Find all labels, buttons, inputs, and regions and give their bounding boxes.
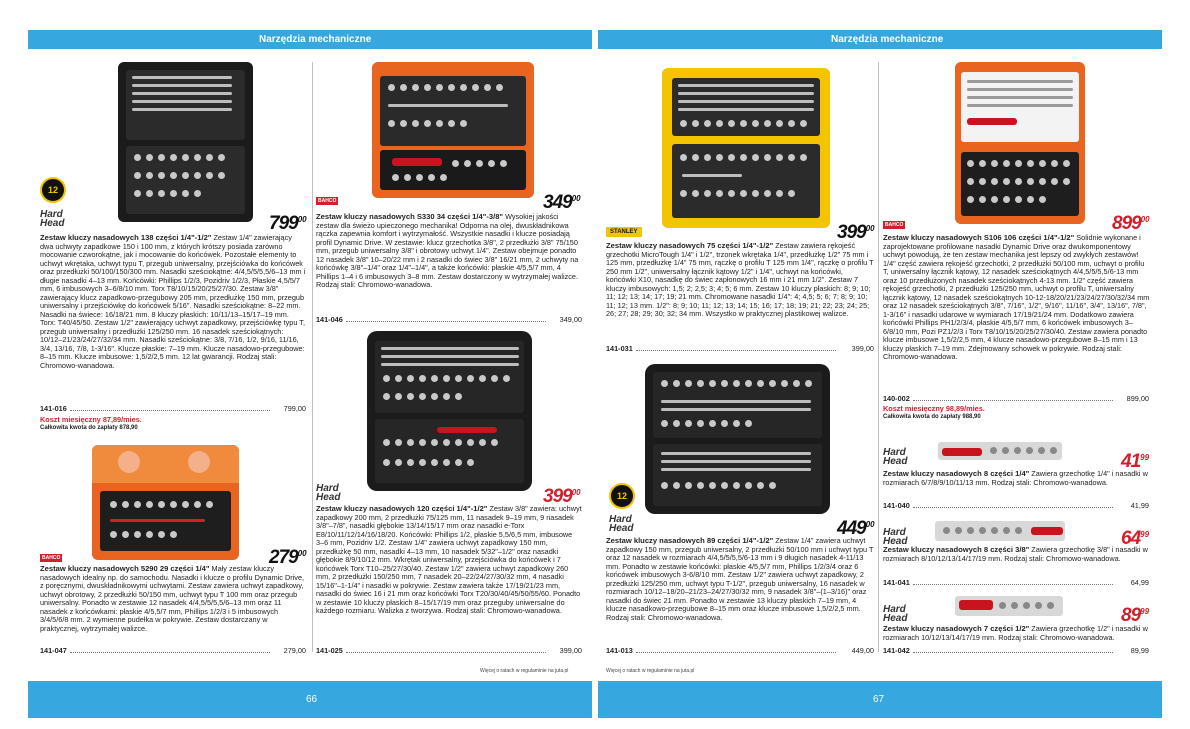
title-p7: Zestaw kluczy nasadowych S106 106 części 1/4"-1/2"	[883, 234, 1075, 242]
dots	[346, 646, 546, 653]
description-p2: Zestaw kluczy nasadowych 5290 29 części 1/4" Mały zestaw kluczy nasadowych idealny np. do samochodu. Nasadki i klucze o profilu Dynamic Drive, z poręcznymi, dwuskładnikowymi uchwytami. Zestaw zawiera uchwyt zapadkowy, uchwyt obrotowy, 2 przedłużki 50/150 mm, uchwyt typu T 100 mm oraz przegub uniwersalny. Ponadto w zestawie 12 nasadek 4/4,5/5/5,5/6–13 mm oraz 11 nasadek z końcówkami: płaskie 4/5,5/7 mm, Phillips 1/2/3 i 5 imbusowych 3/4/5/6/8 mm. 2 wymienne pudełka w pokrywie. Zestaw dostarczany w praktycznej, wytrzymałej walizce.	[40, 565, 305, 633]
price-p2: $279^{00}$	[269, 547, 307, 568]
code-p5: 141-031	[606, 344, 633, 353]
price-p3: $349^{00}$	[543, 192, 581, 213]
dots	[913, 501, 1113, 508]
title-p1: Zestaw kluczy nasadowych 138 części 1/4"-1/2"	[40, 234, 212, 242]
monthly-cost-p1: Koszt miesięczny 87,89/mies.	[40, 415, 142, 424]
code-p9: 141-041	[883, 578, 910, 587]
title-p4: Zestaw kluczy nasadowych 120 części 1/4"-1/2"	[316, 505, 488, 513]
product-image-8-threeeighths	[935, 517, 1065, 549]
footer-bar-right	[598, 681, 1162, 718]
product-image-89	[645, 364, 830, 514]
total-cost-p7: Całkowita kwota do zapłaty 988,90	[883, 414, 981, 420]
code-p10: 141-042	[883, 646, 910, 655]
code-price-p2: 279,00	[283, 646, 306, 655]
warranty-12-badge: 12	[40, 177, 66, 203]
dots	[913, 646, 1113, 653]
code-p1: 141-016	[40, 404, 67, 413]
hard-head-logo: Hard Head	[883, 447, 908, 467]
product-image-s106	[955, 62, 1085, 224]
header-bar-left	[28, 30, 592, 49]
code-p6: 141-013	[606, 646, 633, 655]
divider	[312, 62, 313, 652]
code-p8: 141-040	[883, 501, 910, 510]
price-p7: $899^{00}$	[1112, 213, 1150, 234]
header-title-right: Narzędzia mechaniczne	[831, 34, 944, 45]
code-price-p4: 399,00	[559, 646, 582, 655]
title-p6: Zestaw kluczy nasadowych 89 części 1/4"-1/2"	[606, 537, 774, 545]
code-p4: 141-025	[316, 646, 343, 655]
title-p5: Zestaw kluczy nasadowych 75 części 1/4"-1/2"	[606, 242, 774, 250]
price-p6: $449^{00}$	[837, 518, 875, 539]
price-p9: $64^{99}$	[1121, 528, 1150, 549]
description-p9: Zestaw kluczy nasadowych 8 części 3/8" Zawiera grzechotkę 3/8" i nasadki w rozmiarach 8/10/12/13/14/17/19 mm. Rodzaj stali: Chromowo-wanadowa.	[883, 546, 1148, 563]
product-image-8-quarter	[938, 438, 1062, 468]
code-price-p5: 399,00	[851, 344, 874, 353]
hard-head-logo: Hard Head	[316, 483, 341, 503]
product-image-29	[92, 445, 239, 560]
price-p10: $89^{99}$	[1121, 605, 1150, 626]
divider	[878, 62, 879, 652]
footer-bar-left	[28, 681, 592, 718]
description-p8: Zestaw kluczy nasadowych 8 części 1/4" Zawiera grzechotkę 1/4" i nasadki w rozmiarach 6/7/8/9/10/11/13 mm. Rodzaj stali: Chromowo-wanadowa.	[883, 470, 1148, 487]
code-price-p1: 799,00	[283, 404, 306, 413]
hard-head-logo: Hard Head	[883, 527, 908, 547]
hard-head-logo: Hard Head	[609, 514, 634, 534]
header-title-left: Narzędzia mechaniczne	[259, 34, 372, 45]
note-left: Więcej o ratach w regulaminie na juta.pl	[480, 668, 569, 674]
hard-head-logo: Hard Head	[40, 209, 65, 229]
product-image-75	[662, 68, 830, 228]
price-p1: $799^{00}$	[269, 213, 307, 234]
dots	[70, 404, 270, 411]
code-price-p9: 64,99	[1130, 578, 1149, 587]
description-p5: Zestaw kluczy nasadowych 75 części 1/4"-1/2" Zestaw zawiera rękojeść grzechotki MicroTough 1/4" i 1/2", trzonek wkrętaka 1/4", przedłużkę 1/2" 75 mm i 125 mm, przedłużkę 1/4" 75 mm, rączkę o profilu T 125 mm 1/4", rączkę o profilu T 250 mm 1/2", uniwersalny łącznik kątowy 1/2" i 1/4", uchwyt na końcówki, końcówki X10, nasadkę do świec zapłonowych 16 mm i 21 mm 1/2". Zestaw 7 kluczy imbusowych: 1,5; 2; 2,5; 3; 4; 5; 6 mm. Zestaw 10 kluczy płaskich: 8; 9; 10; 11; 12; 13; 14; 17; 19; 21 mm. Chromowane nasadki 1/4": 4; 4,5; 5; 6; 7; 8; 9; 10; 11; 12; 13 mm. 1/2": 8; 9; 10; 11; 12; 13; 14; 15; 16; 17; 18; 19; 21; 22; 23; 24; 25; 26; 27; 28; 29; 30; 32; 34 mm. Wszystko w praktycznej plastikowej walizce.	[606, 242, 874, 318]
note-right: Więcej o ratach w regulaminie na juta.pl	[606, 668, 695, 674]
product-image-138	[118, 62, 253, 222]
page-number-right: 67	[873, 694, 885, 705]
description-p10: Zestaw kluczy nasadowych 7 części 1/2" Zawiera grzechotkę 1/2" i nasadki w rozmiarach 10/12/13/14/17/19 mm. Rodzaj stali: Chromowo-wanadowa.	[883, 625, 1148, 642]
dots	[346, 315, 546, 322]
description-p6: Zestaw kluczy nasadowych 89 części 1/4"-1/2" Zestaw 1/4" zawiera uchwyt zapadkowy 150 mm, przegub uniwersalny, 2 przedłużki 50/100 mm i uchwyt typu T oraz 12 nasadek w rozmiarach 4/4,5/5/5,5/6-13 mm i 9 długich nasadek 4-11/13 mm. Ponadto w zestawie końcówki: płaskie 4/5,5/7 mm, Phillips 1/2/3/4 oraz 6 końcówek imbusowych 3-6/8/10 mm. Zestaw 1/2" zawiera uchwyt zapadkowy, 2 przedłużki 125/250 mm, uchwyt typu T-1/2", przegub uniwersalny, 16 nasadek w rozmiarach 10/12–18/20–21/23–24/27/30/32 mm, 9 nasadek 3/8"–(1–3/16)" oraz nasadki do świec 21 mm. Ponadto w zestawie 13 kluczy płaskich 7–19 mm, 4 klucze nasadkowo-przegubowe 8–15 mm oraz klucze imbusowe 1,5/2/2,5 mm. Rodzaj stali: Chromowo-wanadowa.	[606, 537, 874, 622]
dots	[636, 344, 836, 351]
price-p4: $399^{00}$	[543, 486, 581, 507]
hard-head-logo: Hard Head	[883, 604, 908, 624]
title-p3: Zestaw kluczy nasadowych S330 34 części 1/4"-3/8"	[316, 213, 504, 221]
description-p7: Zestaw kluczy nasadowych S106 106 części 1/4"-1/2" Solidnie wykonane i zaprojektowane profilowane nasadki Dynamic Drive oraz dwukomponentowy uchwyt powodują, że ten zestaw mechanika jest lepszy od zwykłych zestawów! 1/4" część zawiera rękojeść grzechotki, 2 przedłużki 50/100 mm, uchwyt o profilu T, uniwersalny łącznik kątowy, 12 nasadek sześciokątnych 4/4,5/5/5,5/6-13 mm oraz 10 przedłużonych nasadek sześciokątnych 4-13 mm. 1/2" część zawiera rękojeść grzechotki, 2 przedłużki 125/250 mm, uchwyt o profilu T, uniwersalny łącznik kątowy, 12 nasadek sześciokątnych 10-12-18/20/21/23/24/27/30/32/34 mm oraz 12 nasadek sześciokątnych 3/8", 7/16", 1/2", 9/16", 11/16", 3/4", 13/16", 7/8", 1-3/16" i nasadki udarowe w wymiarach 17/19/21/24 mm. Dodatkowo zawiera końcówki Phillips PH1/2/3/4, płaskie 4/5,5/7 mm, 6 końcówek imbusowych 3–6/8/10 mm, Pozi PZ1/2/3 i Torx T8/10/15/20/25/27/30/40. Zestaw zawiera ponadto klucze imbusowe 1,5/2/2,5 mm, 4 klucze nasadowo-przegubowe 8–15 mm i 13 kluczy płaskich 7–19 mm. Zdejmowany schowek w pokrywie. Rodzaj stali: Chromowo-wanadowa.	[883, 234, 1150, 361]
description-p4: Zestaw kluczy nasadowych 120 części 1/4"-1/2" Zestaw 3/8" zawiera: uchwyt zapadkowy 200 mm, 2 przedłużki 75/125 mm, 11 nasadek 9–19 mm, 9 nasadek 3/8"–7/8", nasadki głębokie 13/14/15/17 mm oraz nasadki e-Torx E8/10/11/12/14/16/18/20. Końcówki: Phillips 1/2, płaskie 5,5/6,5 mm, imbusowe 3–6 mm, Pozidriv 1/2. Zestaw 1/4" zawiera uchwyt zapadkowy 150 mm, przedłużkę 50 mm, nasadki 4–13 mm, 10 nasadek 5/32"–1/2" oraz nasadki głębokie 8/9/10/12 mm. Wkrętak uniwersalny, przejściówka do końcówek i 7 końcówek Torx T10–25/27/30/40. Zestaw 1/2" zawiera uchwyt zapadkowy 260 mm, 2 przedłużki 150/250 mm, 7 nasadek 20–22/24/27/30/32 mm, 4 nasadki 15/16"–1-1/4" i nasadki w pokrywie. Zestaw zawiera także 17/19/21/23 mm, nasadki do świec 16 i 21 mm oraz końcówki Torx T20/30/40/45/50/55/60. Ponadto w zestawie 10 kluczy płaskich 8–15/17/19 mm oraz przeguby uniwersalne do każdego rozmiaru. Walizka z tworzywa. Rodzaj stali: Chromowo-wanadowa.	[316, 505, 582, 615]
code-price-p6: 449,00	[851, 646, 874, 655]
dots	[913, 394, 1113, 401]
monthly-cost-p7: Koszt miesięczny 98,89/mies.	[883, 404, 985, 413]
product-image-7-half	[955, 592, 1063, 624]
warranty-12-badge: 12	[609, 483, 635, 509]
code-price-p7: 899,00	[1126, 394, 1149, 403]
price-p5: $399^{00}$	[837, 222, 875, 243]
dots	[636, 646, 836, 653]
product-image-120	[367, 331, 532, 491]
bahco-logo: BAHCO	[318, 198, 337, 204]
code-p7: 140-002	[883, 394, 910, 403]
total-cost-p1: Całkowita kwota do zapłaty 878,90	[40, 425, 138, 431]
description-p1: Zestaw kluczy nasadowych 138 części 1/4"-1/2" Zestaw 1/4" zawierający dwa uchwyty zapadkowe 150 i 100 mm, z których krótszy posiada zarówno mocowanie czworokątne, jak i mocowanie do końcówek. Pozostałe elementy to uchwyt wkrętaka, uchwyt typu T, przegub uniwersalny, przejściówka do końcówek oraz przedłużki 50/100/150/300 mm. Nasadki sześciokątne: 4/4,5/5/5,5/6–13 mm i długie nasadki 4–13 mm. Końcówki: Phillips 1/2/3, Pozidriv 1/2/3, Płaskie 4,5/5/7 mm, 6 imbusowych 3–6/8/10 mm. Torx T8/10/15/20/25/27/30. Zestaw 3/8" zawierający klucz zapadkowo-przegubowy 205 mm, przedłużkę 150 mm, przegub uniwersalny i przejściówkę do końcówek 5/16". Nasadki sześciokątne: 8–22 mm. Nasadki na świece: 16/18/21 mm. 8 kluczy płaskich: 10/11/13–15/17–19 mm. Torx: T40/45/50. Zestaw 1/2" zawierający uchwyt zapadkowy, przejściówkę typu T, przegub uniwersalny i przedłużki 125/250 mm. 16 nasadek sześciokątnych: 10/12–21/23/24/27/32/34 mm. Nasadki sześciokątne: 3/8, 7/16, 1/2, 9/16, 11/16, 3/4, 13/16, 7/8, 1-3/16". Klucze płaskie: 7–19 mm. Klucze nasadowo-przegubowe: 8–15 mm. Klucze imbusowe: 1,5/2/2,5 mm. 12 lat gwarancji. Rodzaj stali: Chromowo-wanadowa.	[40, 234, 306, 370]
description-p3: Zestaw kluczy nasadowych S330 34 części 1/4"-3/8" Wysokiej jakości zestaw dla świeżo upieczonego mechanika! Odporna na olej, dwuskładnikowa rączka zapewnia komfort i wytrzymałość. Wszystkie nasadki i klucze posiadają profil Dynamic Drive. W zestawie: klucz grzechotka 3/8", 2 przedłużki 3/8" 75/150 mm, przegub uniwersalny 3/8" i obrotowy uchwyt 1/4". Zestaw obejmuje ponadto 12 nasadek 3/8" 10–20/22 mm i 2 nasadki do świec 3/8" 16/21 mm, 2 uchwyty na końcówkę 3/8"–1/4" oraz 1/4"–1/4", a także końcówki: płaskie 4/5,5/7 mm, 4 Phillips 1–4 i 6 imbusowych 3–8 mm. Zestaw dostarczony w wytrzymałej walizce. Rodzaj stali: Chromowo-wanadowa.	[316, 213, 579, 289]
bahco-logo: BAHCO	[885, 222, 904, 228]
title-p2: Zestaw kluczy nasadowych 5290 29 części 1/4"	[40, 565, 210, 573]
code-price-p8: 41,99	[1130, 501, 1149, 510]
title-p10: Zestaw kluczy nasadowych 7 części 1/2"	[883, 625, 1030, 633]
code-p3: 141-046	[316, 315, 343, 324]
title-p9: Zestaw kluczy nasadowych 8 części 3/8"	[883, 546, 1030, 554]
header-bar-right	[598, 30, 1162, 49]
title-p8: Zestaw kluczy nasadowych 8 części 1/4"	[883, 470, 1030, 478]
price-p8: $41^{99}$	[1121, 451, 1150, 472]
code-price-p3: 349,00	[559, 315, 582, 324]
code-price-p10: 89,99	[1130, 646, 1149, 655]
dots	[70, 646, 270, 653]
page-number-left: 66	[306, 694, 318, 705]
bahco-logo: BAHCO	[42, 555, 61, 561]
code-p2: 141-047	[40, 646, 67, 655]
stanley-logo: STANLEY	[606, 227, 642, 237]
product-image-s330	[372, 62, 534, 198]
dots	[913, 578, 1113, 585]
